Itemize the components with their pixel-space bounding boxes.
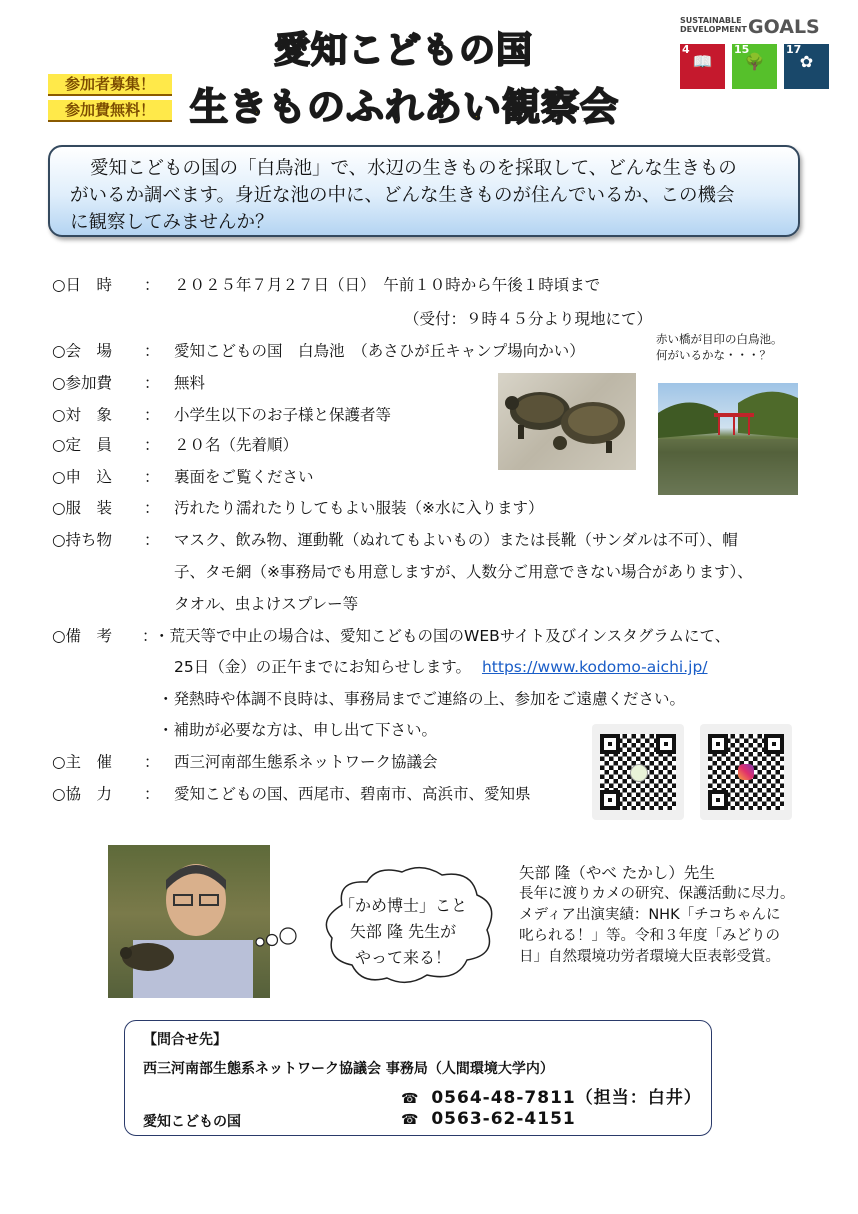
notes-bullet-2: ・発熱時や体調不良時は、事務局までご連絡の上、参加をご遠慮ください。 [158, 690, 686, 708]
date-value: ２０２５年７月２７日（日） 午前１０時から午後１時頃まで [174, 276, 601, 294]
speaker-photo [108, 845, 270, 998]
title-line-1: 愛知こどもの国 [274, 30, 534, 71]
contact-heading: 【問合せ先】 [143, 1032, 227, 1048]
sdg-4-icon: 4 📖 [680, 44, 725, 89]
capacity-value: ２０名（先着順） [174, 436, 299, 454]
free-fee-badge: 参加費無料！ [48, 100, 172, 122]
notes-bullet-3: ・補助が必要な方は、申し出て下さい。 [158, 721, 438, 739]
items-line-3: タオル、虫よけスプレー等 [174, 595, 359, 613]
items-line-2: 子、タモ網（※事務局でも用意しますが、人数分ご用意できない場合があります）、 [174, 563, 753, 581]
instagram-icon [738, 764, 754, 780]
sdgs-subtitle: SUSTAINABLE DEVELOPMENT [680, 16, 747, 34]
sdg-15-icon: 15 🌳 [732, 44, 777, 89]
organizer-value: 西三河南部生態系ネットワーク協議会 [174, 753, 438, 771]
contact-phone-1: ☎ 0564-48-7811（担当：白井） [401, 1088, 702, 1108]
thought-dots [252, 920, 302, 950]
venue-value: 愛知こどもの国 白鳥池 （あさひが丘キャンプ場向かい） [174, 342, 585, 360]
phone-icon: ☎ [401, 1091, 419, 1107]
fee-value: 無料 [174, 374, 206, 392]
website-link[interactable]: https://www.kodomo-aichi.jp/ [481, 658, 708, 676]
pond-photo [658, 383, 798, 495]
date-label: ○日 時 [52, 276, 113, 294]
sdgs-logo [680, 16, 830, 38]
contact-phone-2: ☎ 0563-62-4151 [401, 1109, 576, 1129]
notes-bullet-1: ・荒天等で中止の場合は、愛知こどもの国のWEBサイト及びインスタグラムにて、 [154, 627, 731, 645]
notes-bullet-1-cont: 25日（金）の正午までにお知らせします。 https://www.kodomo-aichi.jp/ [174, 658, 708, 676]
speaker-bio: 矢部 隆（やべ たかし）先生 長年に渡りカメの研究、保護活動に尽力。 メディア出演実績：NHK「チコちゃんに 叱られる！」等。令和３年度「みどりの 日」自然環境功労者環境大臣表彰受賞。 [519, 864, 795, 965]
contact-box [124, 1020, 712, 1136]
clothing-value: 汚れたり濡れたりしてもよい服装（※水に入ります） [174, 499, 544, 517]
contact-org-1: 西三河南部生態系ネットワーク協議会 事務局（人間環境大学内） [143, 1061, 554, 1077]
reception-time: （受付：９時４５分より現地にて） [404, 310, 653, 328]
speech-bubble-text: 「かめ博士」こと 矢部 隆 先生が やって来る！ [338, 896, 467, 967]
apply-value: 裏面をご覧ください [174, 468, 314, 486]
intro-box [48, 145, 800, 237]
intro-line-2: がいるか調べます。身近な池の中に、どんな生きものが住んでいるか、この機会 [70, 185, 735, 206]
website-qr-code[interactable] [592, 724, 684, 820]
tree-icon: 🌳 [744, 52, 765, 71]
turtles-photo [498, 373, 636, 470]
leaf-logo-icon [630, 764, 648, 782]
pond-photo-caption: 赤い橋が目印の白鳥池。 何がいるかな・・・？ [656, 332, 783, 362]
title-line-2: 生きものふれあい観察会 [190, 85, 620, 129]
book-icon: 📖 [692, 52, 713, 71]
sdg-17-icon: 17 ✿ [784, 44, 829, 89]
phone-icon: ☎ [401, 1112, 419, 1128]
contact-org-2: 愛知こどもの国 [143, 1114, 241, 1130]
speaker-name: 矢部 隆（やべ たかし）先生 [519, 864, 715, 882]
cooperation-value: 愛知こどもの国、西尾市、碧南市、高浜市、愛知県 [174, 785, 531, 803]
flower-ring-icon: ✿ [799, 52, 814, 71]
recruiting-badge: 参加者募集！ [48, 74, 172, 96]
items-value: マスク、飲み物、運動靴（ぬれてもよいもの）または長靴（サンダルは不可）、帽 [174, 531, 738, 549]
instagram-qr-code[interactable] [700, 724, 792, 820]
intro-line-3: に観察してみませんか？ [70, 212, 274, 233]
sdgs-goals-text: GOALS [748, 16, 820, 38]
target-value: 小学生以下のお子様と保護者等 [174, 406, 392, 424]
intro-line-1: 愛知こどもの国の「白鳥池」で、水辺の生きものを採取して、どんな生きもの [90, 158, 737, 179]
